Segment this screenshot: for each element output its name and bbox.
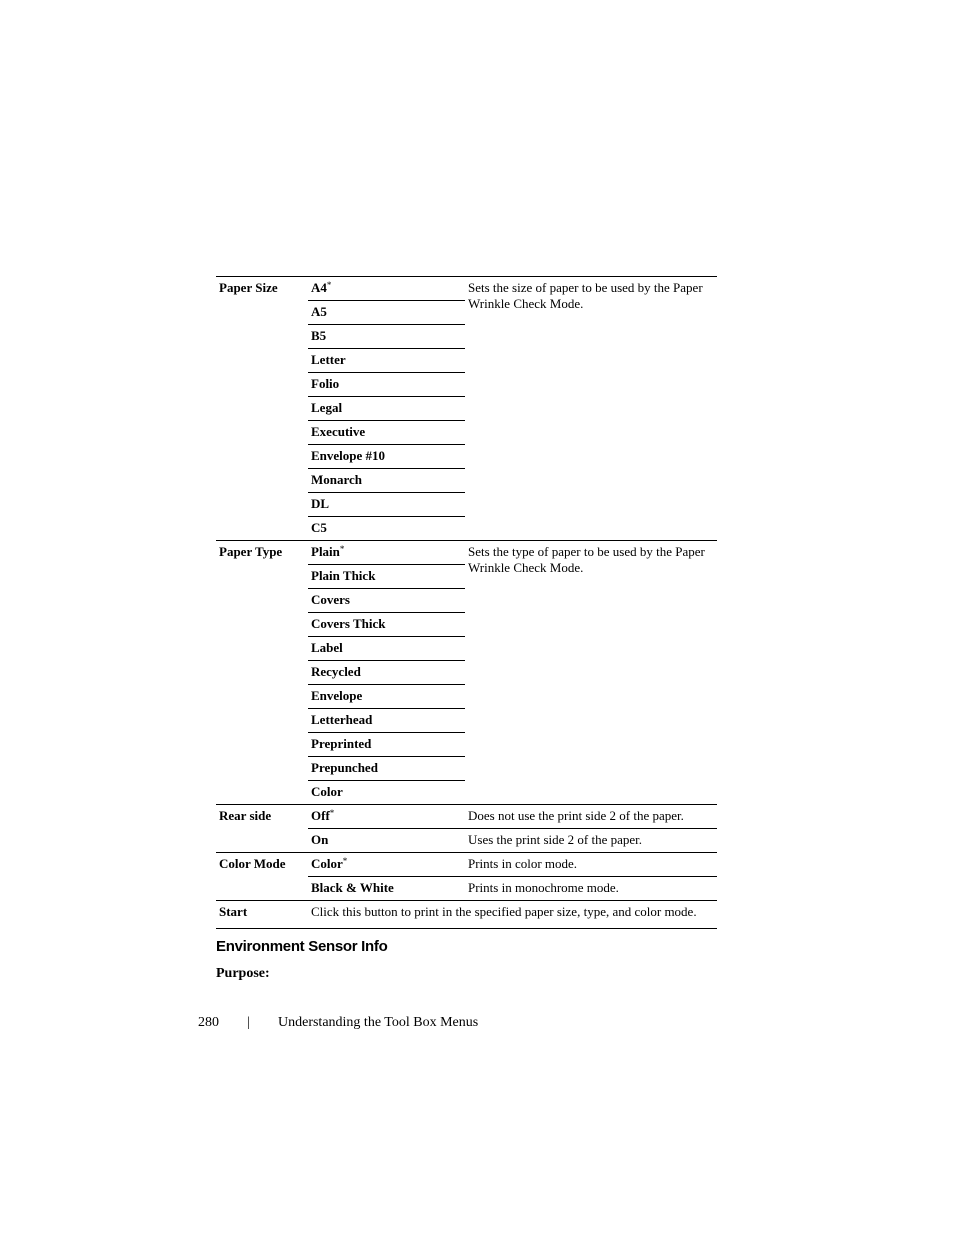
rear-side-off-cell bbox=[308, 805, 465, 829]
start-description: Click this button to print in the specified paper size, type, and color mode. bbox=[308, 901, 717, 929]
option-plain bbox=[308, 541, 465, 565]
paper-size-row bbox=[216, 277, 717, 541]
option-covers-thick: Covers Thick bbox=[308, 613, 465, 637]
option-label: A4 bbox=[311, 280, 327, 295]
option-executive: Executive bbox=[308, 421, 465, 445]
color-mode-label: Color Mode bbox=[216, 853, 308, 901]
start-label: Start bbox=[216, 901, 308, 929]
option-a4 bbox=[308, 277, 465, 301]
rear-side-on-cell bbox=[308, 829, 465, 853]
option-dl: DL bbox=[308, 493, 465, 517]
default-mark: * bbox=[342, 856, 348, 866]
color-mode-color-description: Prints in color mode. bbox=[465, 853, 717, 877]
option-a5: A5 bbox=[308, 301, 465, 325]
option-color-mode-color bbox=[308, 853, 465, 876]
footer-separator: | bbox=[247, 1015, 250, 1030]
color-mode-bw-description: Prints in monochrome mode. bbox=[468, 880, 619, 895]
rear-side-row bbox=[216, 805, 717, 829]
option-covers: Covers bbox=[308, 589, 465, 613]
option-envelope-10: Envelope #10 bbox=[308, 445, 465, 469]
paper-type-options bbox=[308, 541, 465, 805]
option-on: On bbox=[311, 832, 329, 847]
option-recycled: Recycled bbox=[308, 661, 465, 685]
option-label: Plain bbox=[311, 544, 340, 559]
default-mark: * bbox=[339, 544, 345, 554]
option-envelope: Envelope bbox=[308, 685, 465, 709]
paper-type-row bbox=[216, 541, 717, 805]
rear-side-off-description: Does not use the print side 2 of the paper. bbox=[465, 805, 717, 829]
option-label: Label bbox=[308, 637, 465, 661]
option-plain-thick: Plain Thick bbox=[308, 565, 465, 589]
color-mode-row bbox=[216, 853, 717, 877]
default-mark: * bbox=[326, 280, 332, 290]
page-number: 280 bbox=[198, 1015, 219, 1030]
paper-size-description: Sets the size of paper to be used by the Paper Wrinkle Check Mode. bbox=[465, 277, 717, 541]
option-black-white: Black & White bbox=[311, 880, 394, 895]
option-label: Off bbox=[311, 808, 330, 823]
paper-type-label: Paper Type bbox=[216, 541, 308, 805]
option-prepunched: Prepunched bbox=[308, 757, 465, 781]
settings-table bbox=[216, 276, 717, 929]
option-label: Color bbox=[311, 856, 343, 871]
option-c5: C5 bbox=[311, 520, 327, 535]
start-row bbox=[216, 901, 717, 929]
option-preprinted: Preprinted bbox=[308, 733, 465, 757]
rear-side-label: Rear side bbox=[216, 805, 308, 853]
option-b5: B5 bbox=[308, 325, 465, 349]
footer-title: Understanding the Tool Box Menus bbox=[278, 1015, 479, 1030]
color-mode-color-cell bbox=[308, 853, 465, 877]
purpose-label: Purpose: bbox=[216, 966, 270, 981]
option-letterhead: Letterhead bbox=[308, 709, 465, 733]
section-heading: Environment Sensor Info bbox=[216, 938, 388, 955]
option-letter: Letter bbox=[308, 349, 465, 373]
paper-size-label: Paper Size bbox=[216, 277, 308, 541]
option-monarch: Monarch bbox=[308, 469, 465, 493]
color-mode-bw-cell bbox=[308, 877, 465, 901]
option-off bbox=[308, 805, 465, 828]
paper-type-description: Sets the type of paper to be used by the Paper Wrinkle Check Mode. bbox=[465, 541, 717, 805]
default-mark: * bbox=[329, 808, 335, 818]
paper-size-options bbox=[308, 277, 465, 541]
option-folio: Folio bbox=[308, 373, 465, 397]
rear-side-on-description: Uses the print side 2 of the paper. bbox=[468, 832, 643, 847]
option-color: Color bbox=[311, 784, 343, 799]
option-legal: Legal bbox=[308, 397, 465, 421]
